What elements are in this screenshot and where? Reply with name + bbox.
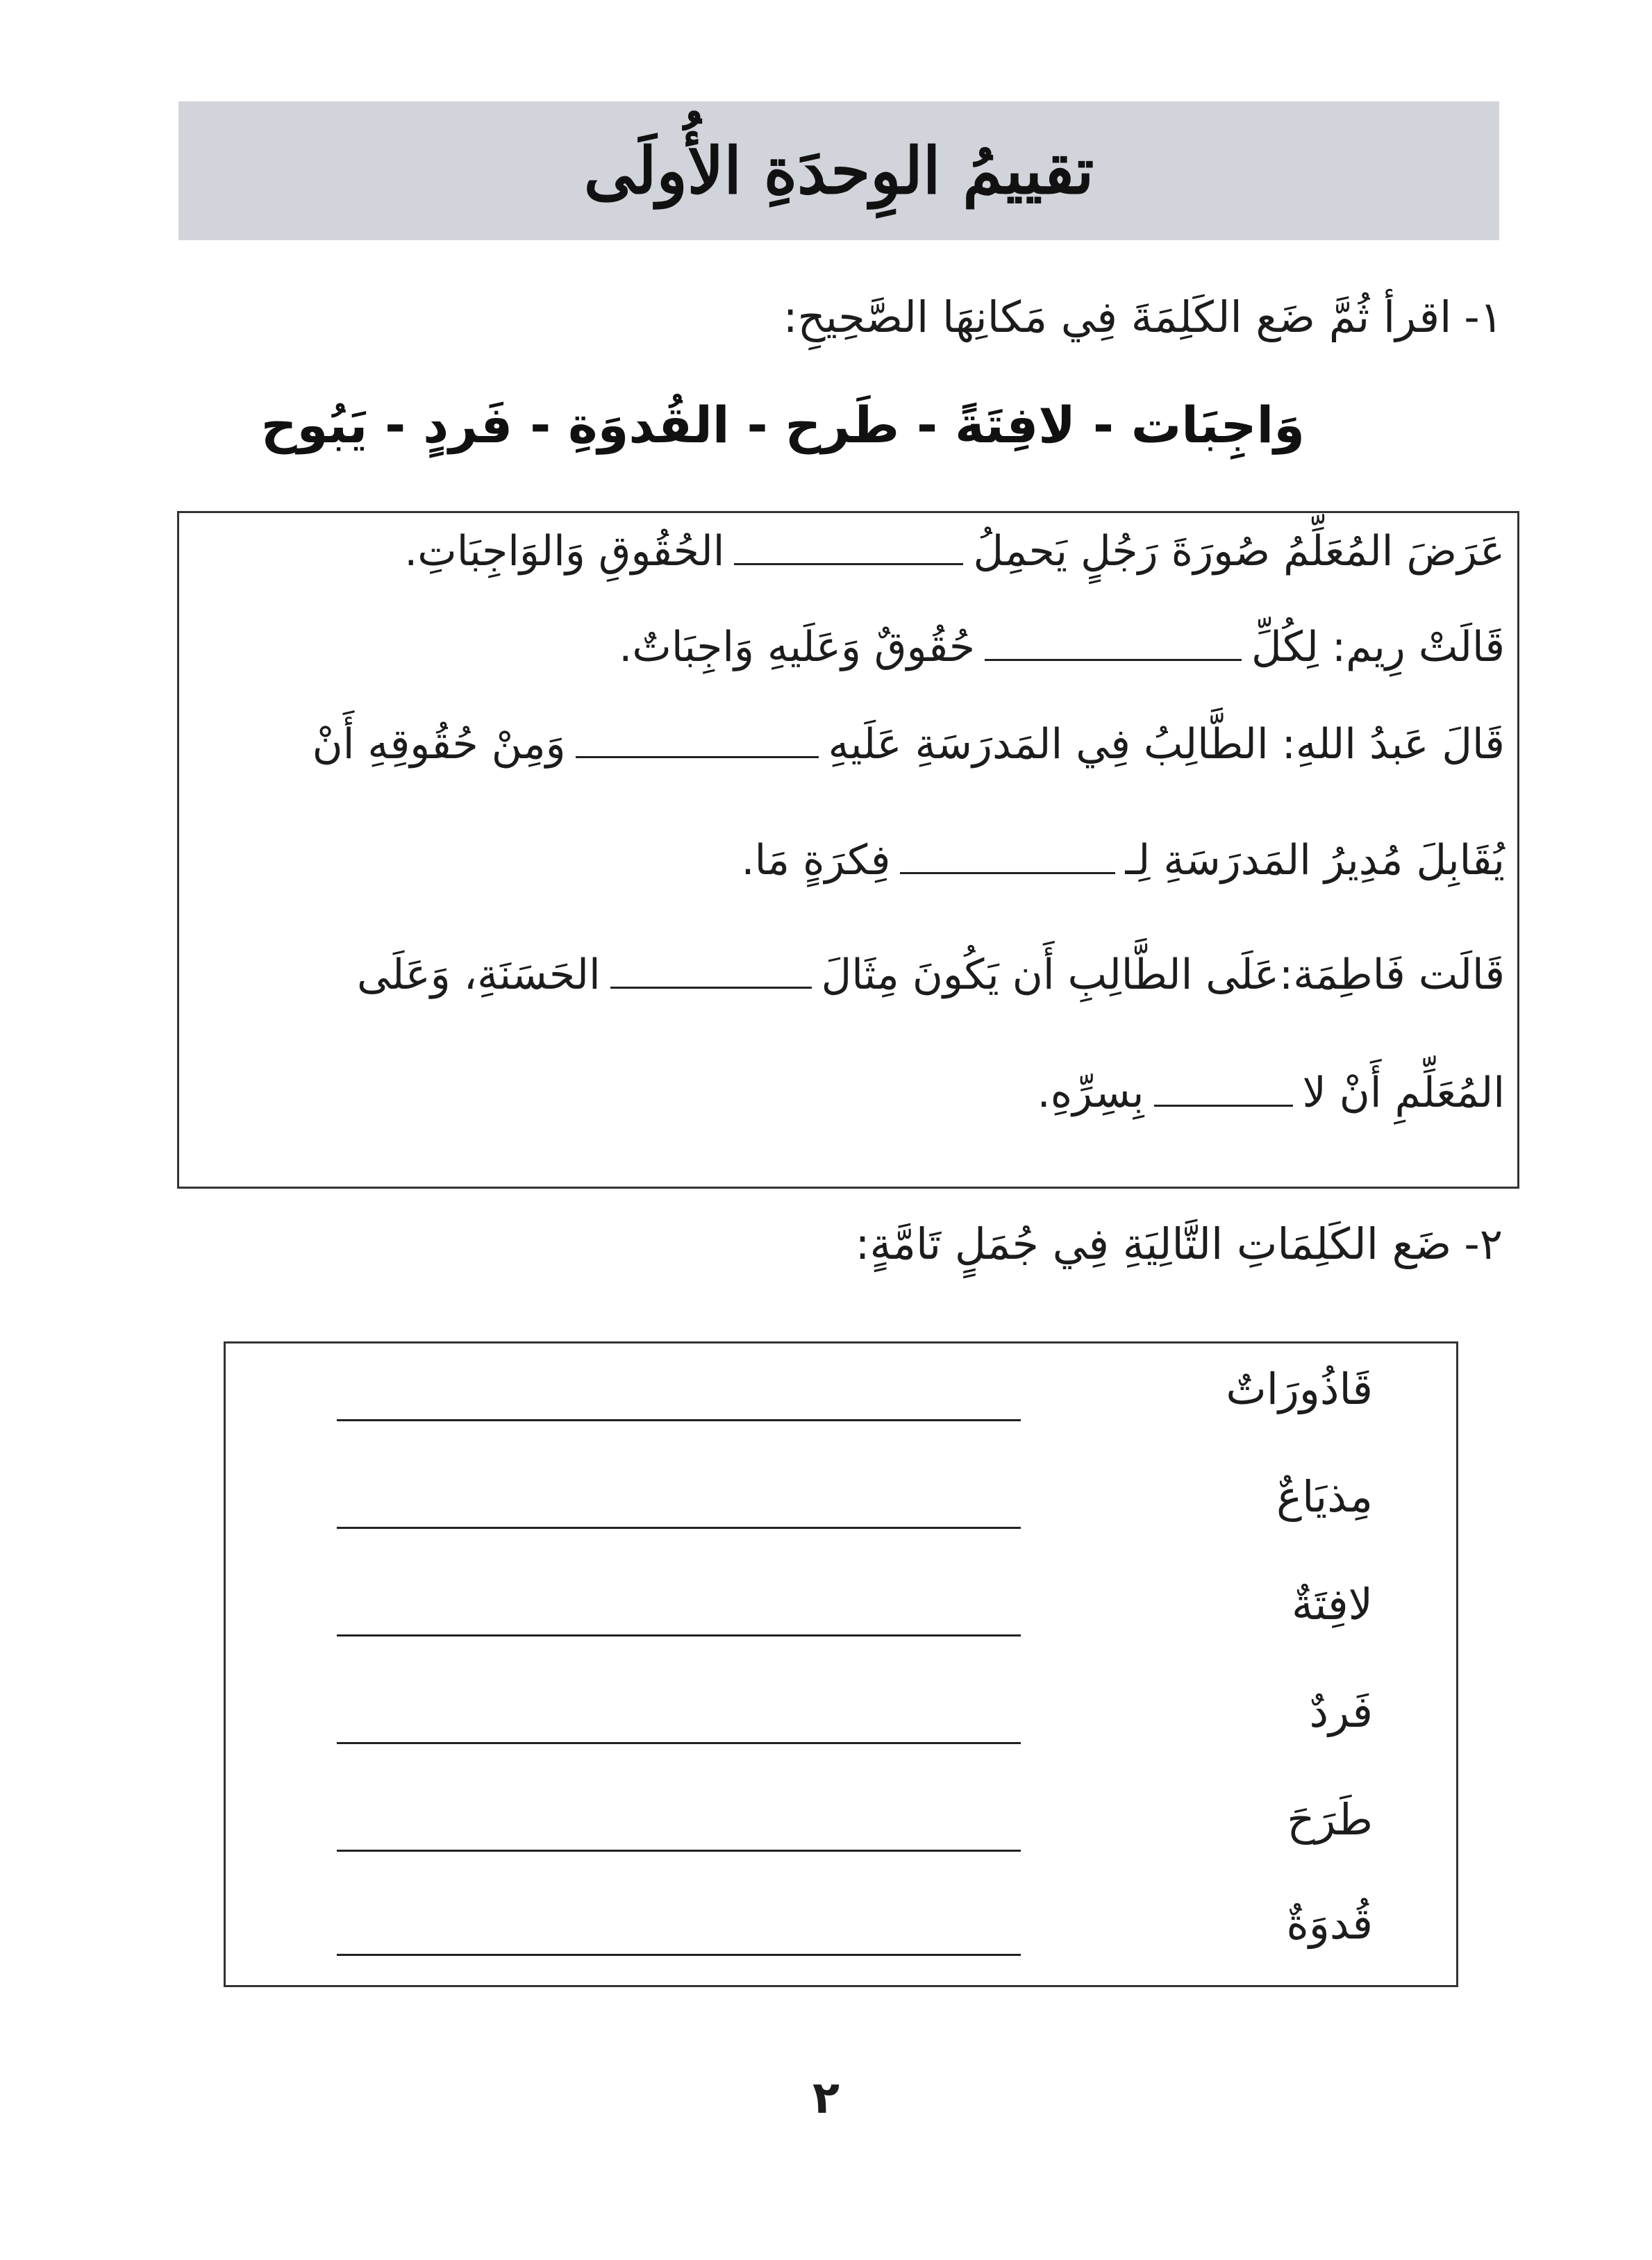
fill-line-5 <box>357 951 1505 999</box>
fill-line-2-before: قَالَتْ رِيم: لِكُلِّ <box>1251 623 1505 671</box>
fill-line-4-before: يُقَابِلَ مُدِيرُ المَدرَسَةِ لِـ <box>1125 836 1505 885</box>
sentence-word-5: طَرَحَ <box>1287 1794 1373 1845</box>
fill-line-4-after: فِكرَةٍ مَا. <box>741 836 891 885</box>
sentence-word-4: فَردٌ <box>1309 1686 1373 1737</box>
fill-blank-2[interactable] <box>985 624 1242 661</box>
word-bank: وَاجِبَات - لافِتَةً - طَرح - القُدوَةِ - فَردٍ - يَبُوح <box>260 396 1305 454</box>
question-1-heading <box>783 292 1503 342</box>
fill-line-5-after: الحَسَنَةِ، وَعَلَى <box>357 951 601 999</box>
page-number: ٢ <box>812 2073 840 2124</box>
answer-line-1[interactable] <box>337 1419 1021 1421</box>
sentences-box <box>224 1341 1458 1987</box>
question-2-number: ٢- <box>1464 1219 1503 1269</box>
question-2-instruction: ضَع الكَلِمَاتِ التَّالِيَةِ فِي جُمَلٍ تَامَّةٍ: <box>855 1219 1452 1269</box>
fill-blank-6[interactable] <box>1154 1070 1293 1107</box>
fill-line-1 <box>404 527 1505 576</box>
question-1-instruction: اقرأ ثُمَّ ضَع الكَلِمَةَ فِي مَكانِهَا الصَّحِيحِ: <box>783 292 1452 342</box>
sentence-word-2: مِذيَاعٌ <box>1276 1471 1373 1522</box>
sentence-word-1: قَاذُورَاتٌ <box>1226 1364 1373 1414</box>
answer-line-4[interactable] <box>337 1742 1021 1744</box>
fill-line-1-after: الحُقُوقِ وَالوَاجِبَاتِ. <box>404 527 725 576</box>
page-title: تقييمُ الوِحدَةِ الأُولَى <box>583 133 1094 208</box>
sentence-row-5 <box>226 1774 1456 1871</box>
answer-line-2[interactable] <box>337 1527 1021 1529</box>
answer-line-5[interactable] <box>337 1850 1021 1852</box>
fill-line-6-after: بِسِرِّهِ. <box>1037 1069 1144 1117</box>
fill-line-4 <box>742 836 1505 885</box>
question-1-number: ١- <box>1464 292 1503 342</box>
sentence-row-1 <box>226 1344 1456 1441</box>
fill-blank-4[interactable] <box>900 837 1115 874</box>
fill-line-2-after: حُقُوقٌ وَعَلَيهِ وَاجِبَاتٌ. <box>619 623 976 671</box>
sentence-row-6 <box>226 1878 1456 1975</box>
answer-line-6[interactable] <box>337 1954 1021 1956</box>
fill-line-3 <box>312 720 1505 769</box>
sentence-row-4 <box>226 1666 1456 1764</box>
fill-line-6-before: المُعَلِّمِ أَنْ لا <box>1302 1069 1505 1117</box>
fill-line-3-after: وَمِنْ حُقُوقِهِ أَنْ <box>312 720 566 769</box>
fill-line-3-before: قَالَ عَبدُ اللهِ: الطَّالِبُ فِي المَدرَسَةِ عَلَيهِ <box>828 720 1505 769</box>
fill-line-2 <box>619 623 1505 671</box>
title-banner <box>178 101 1499 240</box>
fill-line-1-before: عَرَضَ المُعَلِّمُ صُورَةَ رَجُلٍ يَحمِلُ <box>973 527 1505 576</box>
fill-in-box <box>177 511 1519 1189</box>
fill-blank-1[interactable] <box>734 528 963 565</box>
sentence-word-3: لافِتَةٌ <box>1292 1579 1373 1630</box>
answer-line-3[interactable] <box>337 1634 1021 1637</box>
fill-blank-5[interactable] <box>610 952 812 989</box>
sentence-row-2 <box>226 1451 1456 1548</box>
fill-line-6 <box>1037 1069 1505 1117</box>
sentence-row-3 <box>226 1559 1456 1656</box>
question-2-heading <box>856 1219 1503 1269</box>
fill-line-5-before: قَالَت فَاطِمَة:عَلَى الطَّالِبِ أَن يَكُونَ مِثَالَ <box>821 951 1505 999</box>
fill-blank-3[interactable] <box>576 721 819 758</box>
sentence-word-6: قُدوَةٌ <box>1286 1898 1373 1949</box>
